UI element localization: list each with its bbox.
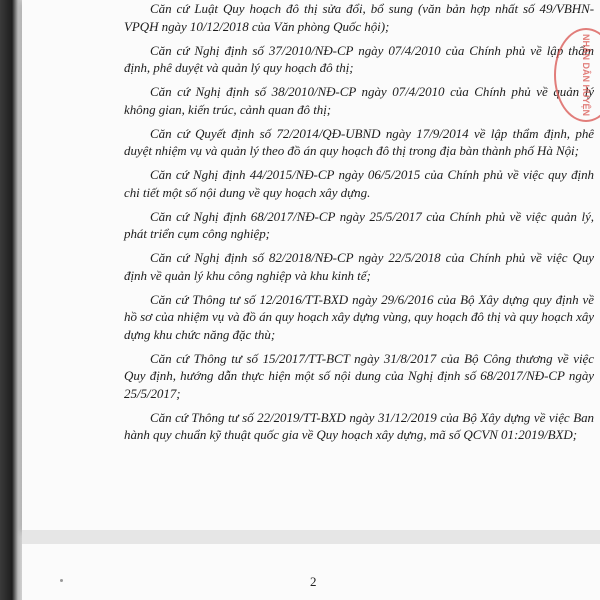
scan-speck-icon [60, 579, 63, 582]
page-number: 2 [310, 574, 317, 589]
document-page [22, 0, 600, 530]
next-page [22, 544, 600, 600]
stamp-text: NHÂN DÂN HUYỆN [581, 33, 591, 116]
paragraph-1: Căn cứ Luật Quy hoạch đô thị sửa đổi, bổ sung (văn bản hợp nhất số 49/VBHN-VPQH ngày 10/12/2018 của Văn phòng Quốc hội); [124, 1, 594, 34]
paragraph-2: Căn cứ Nghị định số 37/2010/NĐ-CP ngày 07/4/2010 của Chính phủ về lập thẩm định, phê duyệt và quản lý quy hoạch đô thị; [124, 42, 594, 75]
paragraph-9: Căn cứ Thông tư số 15/2017/TT-BCT ngày 31/8/2017 của Bộ Công thương về việc Quy định, hướng dẫn thực hiện một số nội dung của Nghị định số 68/2017/NĐ-CP ngày 25/5/2017; [124, 350, 594, 401]
paragraph-6: Căn cứ Nghị định 68/2017/NĐ-CP ngày 25/5/2017 của Chính phủ về việc quản lý, phát triển cụm công nghiệp; [124, 208, 594, 241]
paragraph-7: Căn cứ Nghị định số 82/2018/NĐ-CP ngày 22/5/2018 của Chính phủ về việc Quy định về quản lý khu công nghiệp và khu kinh tế; [124, 250, 594, 283]
page-body [124, 0, 594, 450]
paragraph-8: Căn cứ Thông tư số 12/2016/TT-BXD ngày 29/6/2016 của Bộ Xây dựng quy định về hồ sơ của nhiệm vụ và đồ án quy hoạch xây dựng vùng, quy hoạch đô thị và quy hoạch xây dựng khu chức năng đặc thù; [124, 291, 594, 342]
paragraph-10: Căn cứ Thông tư số 22/2019/TT-BXD ngày 31/12/2019 của Bộ Xây dựng về việc Ban hành quy chuẩn kỹ thuật quốc gia về Quy hoạch xây dựng, mã số QCVN 01:2019/BXD; [124, 409, 594, 442]
paragraph-4: Căn cứ Quyết định số 72/2014/QĐ-UBND ngày 17/9/2014 về lập thẩm định, phê duyệt nhiệm vụ và quản lý theo đồ án quy hoạch đô thị trong địa bàn thành phố Hà Nội; [124, 125, 594, 158]
paragraph-5: Căn cứ Nghị định 44/2015/NĐ-CP ngày 06/5/2015 của Chính phủ về việc quy định chi tiết một số nội dung về quy hoạch xây dựng. [124, 167, 594, 200]
page-divider [22, 530, 600, 544]
paragraph-3: Căn cứ Nghị định số 38/2010/NĐ-CP ngày 07/4/2010 của Chính phủ về quản lý không gian, kiến trúc, cảnh quan đô thị; [124, 84, 594, 117]
